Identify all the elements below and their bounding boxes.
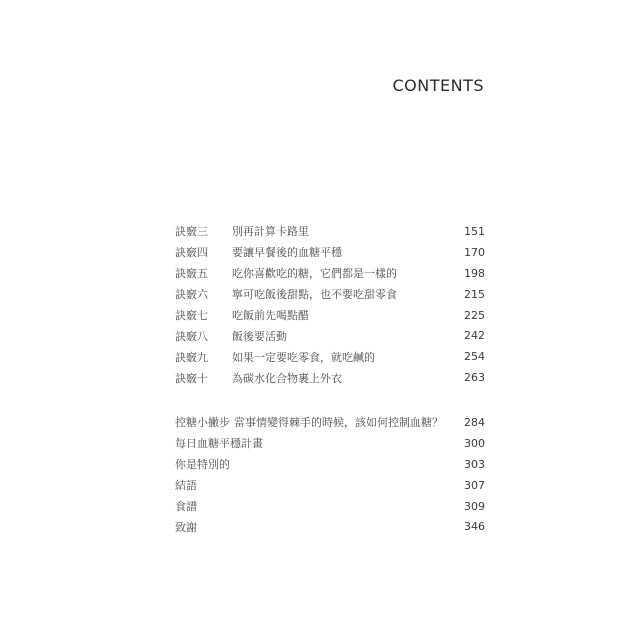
toc-entry-page: 263 — [464, 371, 485, 385]
toc-entry-title: 當事情變得棘手的時候，該如何控制血糖？ — [234, 416, 443, 430]
toc-entry-page: 307 — [464, 478, 485, 492]
toc-entry-prefix: 訣竅三 — [175, 225, 208, 239]
toc-entry-page: 151 — [464, 224, 485, 238]
page-title: CONTENTS — [392, 76, 484, 95]
toc-entry-prefix: 訣竅五 — [175, 267, 208, 281]
toc-entry-title: 為碳水化合物裹上外衣 — [232, 371, 342, 385]
toc-entry-title: 別再計算卡路里 — [232, 225, 309, 239]
toc-entry-title: 食譜 — [175, 500, 197, 513]
toc-entry-page: 225 — [464, 308, 485, 322]
toc-entry-page: 346 — [464, 520, 485, 534]
toc-entry-title: 結語 — [175, 479, 197, 493]
toc-entry-page: 300 — [464, 436, 485, 450]
toc-entry[interactable] — [175, 433, 485, 454]
toc-entry-prefix: 訣竅九 — [175, 350, 208, 364]
toc-entry-prefix: 訣竅六 — [175, 288, 208, 302]
toc-entry[interactable] — [175, 346, 485, 367]
toc-entry[interactable] — [175, 454, 485, 475]
toc-entry-title: 要讓早餐後的血糖平穩 — [232, 246, 342, 260]
toc-entry-prefix: 訣竅八 — [175, 329, 208, 343]
toc-entry-page: 284 — [464, 415, 485, 429]
toc-entry[interactable] — [175, 516, 485, 537]
toc-entry-page: 215 — [464, 287, 485, 301]
toc-entry-page: 170 — [464, 245, 485, 259]
toc-entry-title: 如果一定要吃零食，就吃鹹的 — [232, 350, 375, 364]
toc-entry-title: 吃飯前先喝點醋 — [232, 309, 309, 322]
toc-entry[interactable] — [175, 496, 485, 517]
toc-entry-prefix: 控糖小撇步 — [175, 416, 230, 430]
toc-entry-page: 303 — [464, 457, 485, 471]
toc-entry[interactable] — [175, 221, 485, 242]
toc-group-backmatter — [175, 412, 485, 537]
toc-entry-page: 198 — [464, 266, 485, 280]
toc-entry-page: 254 — [464, 350, 485, 364]
toc-entry-title: 致謝 — [175, 520, 197, 534]
toc-entry-title: 寧可吃飯後甜點，也不要吃甜零食 — [232, 288, 397, 302]
toc-entry[interactable] — [175, 305, 485, 326]
toc-entry[interactable] — [175, 325, 485, 346]
toc-entry[interactable] — [175, 263, 485, 284]
toc-entry-title: 你是特別的 — [175, 458, 230, 472]
toc-entry-title: 吃你喜歡吃的糖，它們都是一樣的 — [232, 267, 397, 281]
toc-entry-title: 每日血糖平穩計畫 — [175, 437, 263, 451]
toc-entry[interactable] — [175, 475, 485, 496]
toc-entry[interactable] — [175, 367, 485, 388]
toc-entry-prefix: 訣竅七 — [175, 309, 208, 322]
toc-entry-page: 242 — [464, 329, 485, 343]
toc-entry-prefix: 訣竅四 — [175, 246, 208, 260]
toc-entry-page: 309 — [464, 499, 485, 513]
toc-entry-title: 飯後要活動 — [232, 329, 287, 343]
toc-entry[interactable] — [175, 242, 485, 263]
toc-entry[interactable] — [175, 412, 485, 433]
toc-entry-prefix: 訣竅十 — [175, 371, 208, 385]
toc-entry[interactable] — [175, 284, 485, 305]
toc-group-tips — [175, 221, 485, 388]
